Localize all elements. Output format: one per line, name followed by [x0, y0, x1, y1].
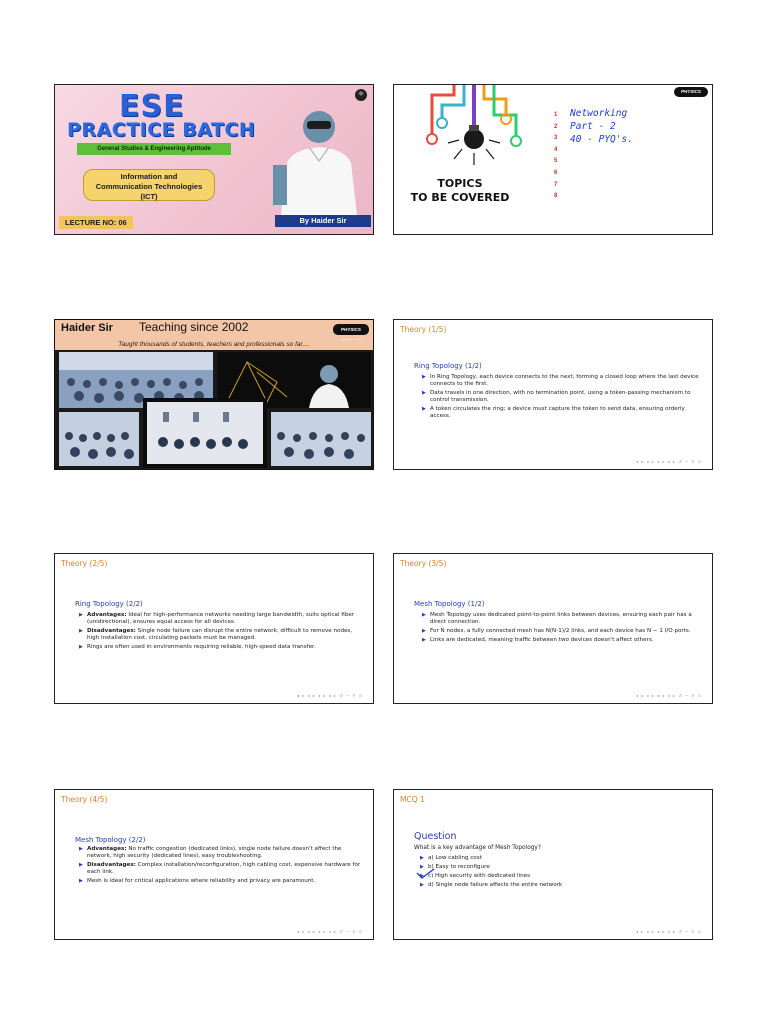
beamer-nav-icons: ◂ ▸ ◂ ▸ ◂ ▸ ◂ ▸ ↺ ∽ ⚲ ⊙ — [635, 459, 702, 464]
topics-heading — [408, 177, 512, 205]
bullet-item: ▶ For N nodes, a fully connected mesh has N(N-1)/2 links, and each device has N − 1 I/O ports. — [422, 628, 702, 635]
brand-badge: PHYSICS — [333, 324, 369, 335]
option-c: ▶ c) High security with dedicated lines — [420, 872, 562, 881]
bullet-text: Complex installation/reconfiguration, high cabling cost, expensive hardware for each link. — [87, 862, 361, 875]
slide-subtitle: Ring Topology (2/2) — [75, 600, 143, 608]
lecture-number — [59, 216, 133, 229]
bullet-item — [79, 862, 361, 876]
bullet-bold: Disadvantages: — [87, 862, 136, 868]
slide-2-topics — [393, 84, 713, 235]
bullet-item: ▶ Links are dedicated, meaning traffic between two devices doesn't affect others. — [422, 637, 702, 644]
slide-title: Theory (1/5) — [400, 325, 447, 334]
bullet-item: ▶ A token circulates the ring; a device must capture the token to send data, ensuring orderly access. — [422, 406, 702, 420]
bullet-item — [79, 846, 361, 860]
bullet-item — [79, 628, 361, 642]
beamer-nav-icons: ◂ ▸ ◂ ▸ ◂ ▸ ◂ ▸ ↺ ∽ ⚲ ⊙ — [296, 929, 363, 934]
topic-number: 7 — [554, 181, 558, 188]
topics-line-2: TO BE COVERED — [410, 191, 510, 204]
question-text: What is a key advantage of Mesh Topology? — [414, 845, 541, 851]
lecture-label: LECTURE NO: — [65, 218, 117, 227]
slide-subtitle: Ring Topology (1/2) — [414, 362, 482, 370]
topic-number: 2 — [554, 123, 558, 130]
handwritten-line: Networking — [570, 108, 628, 119]
bullet-list — [79, 612, 361, 653]
slide-5-theory-2 — [54, 553, 374, 704]
subject-bar: General Studies & Engineering Aptitude — [77, 143, 231, 155]
bulb-network-illustration — [424, 85, 524, 173]
slide-8-mcq — [393, 789, 713, 940]
title-practice-batch: PRACTICE BATCH — [67, 119, 256, 141]
option-a: ▶ a) Low cabling cost — [420, 854, 562, 863]
tagline: Teaching since 2002 — [139, 320, 249, 334]
slide-3-instructor — [54, 319, 374, 470]
topic-number: 8 — [554, 193, 558, 200]
classroom-photo-3 — [143, 398, 267, 468]
slide-title: Theory (2/5) — [61, 559, 108, 568]
option-d: ▶ d) Single node failure affects the entire network — [420, 881, 562, 890]
slide-subtitle: Mesh Topology (1/2) — [414, 600, 485, 608]
slide-6-theory-3 — [393, 553, 713, 704]
topic-number: 4 — [554, 146, 558, 153]
subtitle: Taught thousands of students, teachers and professionals so far.... — [55, 340, 373, 350]
slide-title: Theory (4/5) — [61, 795, 108, 804]
topic-box — [83, 169, 215, 201]
topic-line-1: Information and — [120, 172, 178, 181]
bullet-item — [79, 644, 361, 651]
bullet-list — [422, 374, 702, 422]
slide-4-theory-1 — [393, 319, 713, 470]
topic-number: 1 — [554, 112, 558, 118]
classroom-photo-2 — [59, 412, 139, 466]
bullet-item: ▶ In Ring Topology, each device connects to the next, forming a closed loop where the last device connects to the first. — [422, 374, 702, 388]
byline: By Haider Sir — [275, 215, 371, 227]
beamer-nav-icons: ◂ ▸ ◂ ▸ ◂ ▸ ◂ ▸ ↺ ∽ ⚲ ⊙ — [296, 693, 363, 698]
options-list — [420, 854, 562, 890]
topics-line-1: TOPICS — [437, 177, 483, 190]
handwritten-tick-icon — [416, 868, 436, 880]
slide-1-title — [54, 84, 374, 235]
instructor-image — [273, 101, 359, 215]
bullet-item — [79, 878, 361, 885]
brand-badge: PHYSICS WALLAH — [674, 87, 708, 97]
option-b: ▶ b) Easy to reconfigure — [420, 863, 562, 872]
topic-number: 6 — [554, 169, 558, 176]
bullet-bold: Advantages: — [87, 612, 127, 618]
bullet-text: Rings are often used in environments requiring reliable, high-speed data transfer. — [87, 644, 316, 650]
bullet-list — [79, 846, 361, 887]
bullet-text: Mesh is ideal for critical applications where reliability and privacy are paramount. — [87, 878, 316, 884]
beamer-nav-icons: ◂ ▸ ◂ ▸ ◂ ▸ ◂ ▸ ↺ ∽ ⚲ ⊙ — [635, 693, 702, 698]
bullet-text: No traffic congestion (dedicated links), single node failure doesn't affect the network, high security (dedicated lines), easy troubleshooting. — [87, 846, 342, 859]
bullet-item: ▶ Data travels in one direction, with no termination point, using a token-passing mechanism to control transmission. — [422, 390, 702, 404]
beamer-nav-icons: ◂ ▸ ◂ ▸ ◂ ▸ ◂ ▸ ↺ ∽ ⚲ ⊙ — [635, 929, 702, 934]
slide-7-theory-4 — [54, 789, 374, 940]
bullet-bold: Disadvantages: — [87, 628, 136, 634]
handwritten-line: Part - 2 — [570, 121, 616, 132]
bullet-text: Single node failure can disrupt the entire network, difficult to remove nodes, high installation cost, circulating packets must be managed. — [87, 628, 353, 641]
classroom-photo-4 — [271, 412, 371, 466]
topic-number: 5 — [554, 158, 558, 165]
lecture-value: 06 — [118, 218, 127, 227]
topic-number-list — [554, 110, 557, 203]
instructor-name: Haider Sir — [61, 322, 113, 334]
topic-number: 3 — [554, 135, 558, 142]
bullet-list — [422, 612, 702, 646]
bullet-text: Ideal for high-performance networks needing large bandwidth, suits optical fiber (unidirectional), ensures equal access for all devices. — [87, 612, 355, 625]
question-heading: Question — [414, 831, 457, 842]
bullet-bold: Advantages: — [87, 846, 127, 852]
brand-logo-icon: ⚛ — [355, 89, 367, 101]
topic-line-2: Communication Technologies — [95, 182, 203, 191]
topic-line-3: (ICT) — [140, 192, 158, 201]
slide-title: Theory (3/5) — [400, 559, 447, 568]
slide-title: MCQ 1 — [400, 795, 425, 804]
handwritten-notes — [570, 107, 633, 146]
bullet-item — [79, 612, 361, 626]
handwritten-line: 40 - PYQ's. — [570, 134, 633, 145]
slide-subtitle: Mesh Topology (2/2) — [75, 836, 146, 844]
bullet-item: ▶ Mesh Topology uses dedicated point-to-point links between devices, ensuring each pair has a direct connection. — [422, 612, 702, 626]
title-ese: ESE — [119, 89, 185, 124]
